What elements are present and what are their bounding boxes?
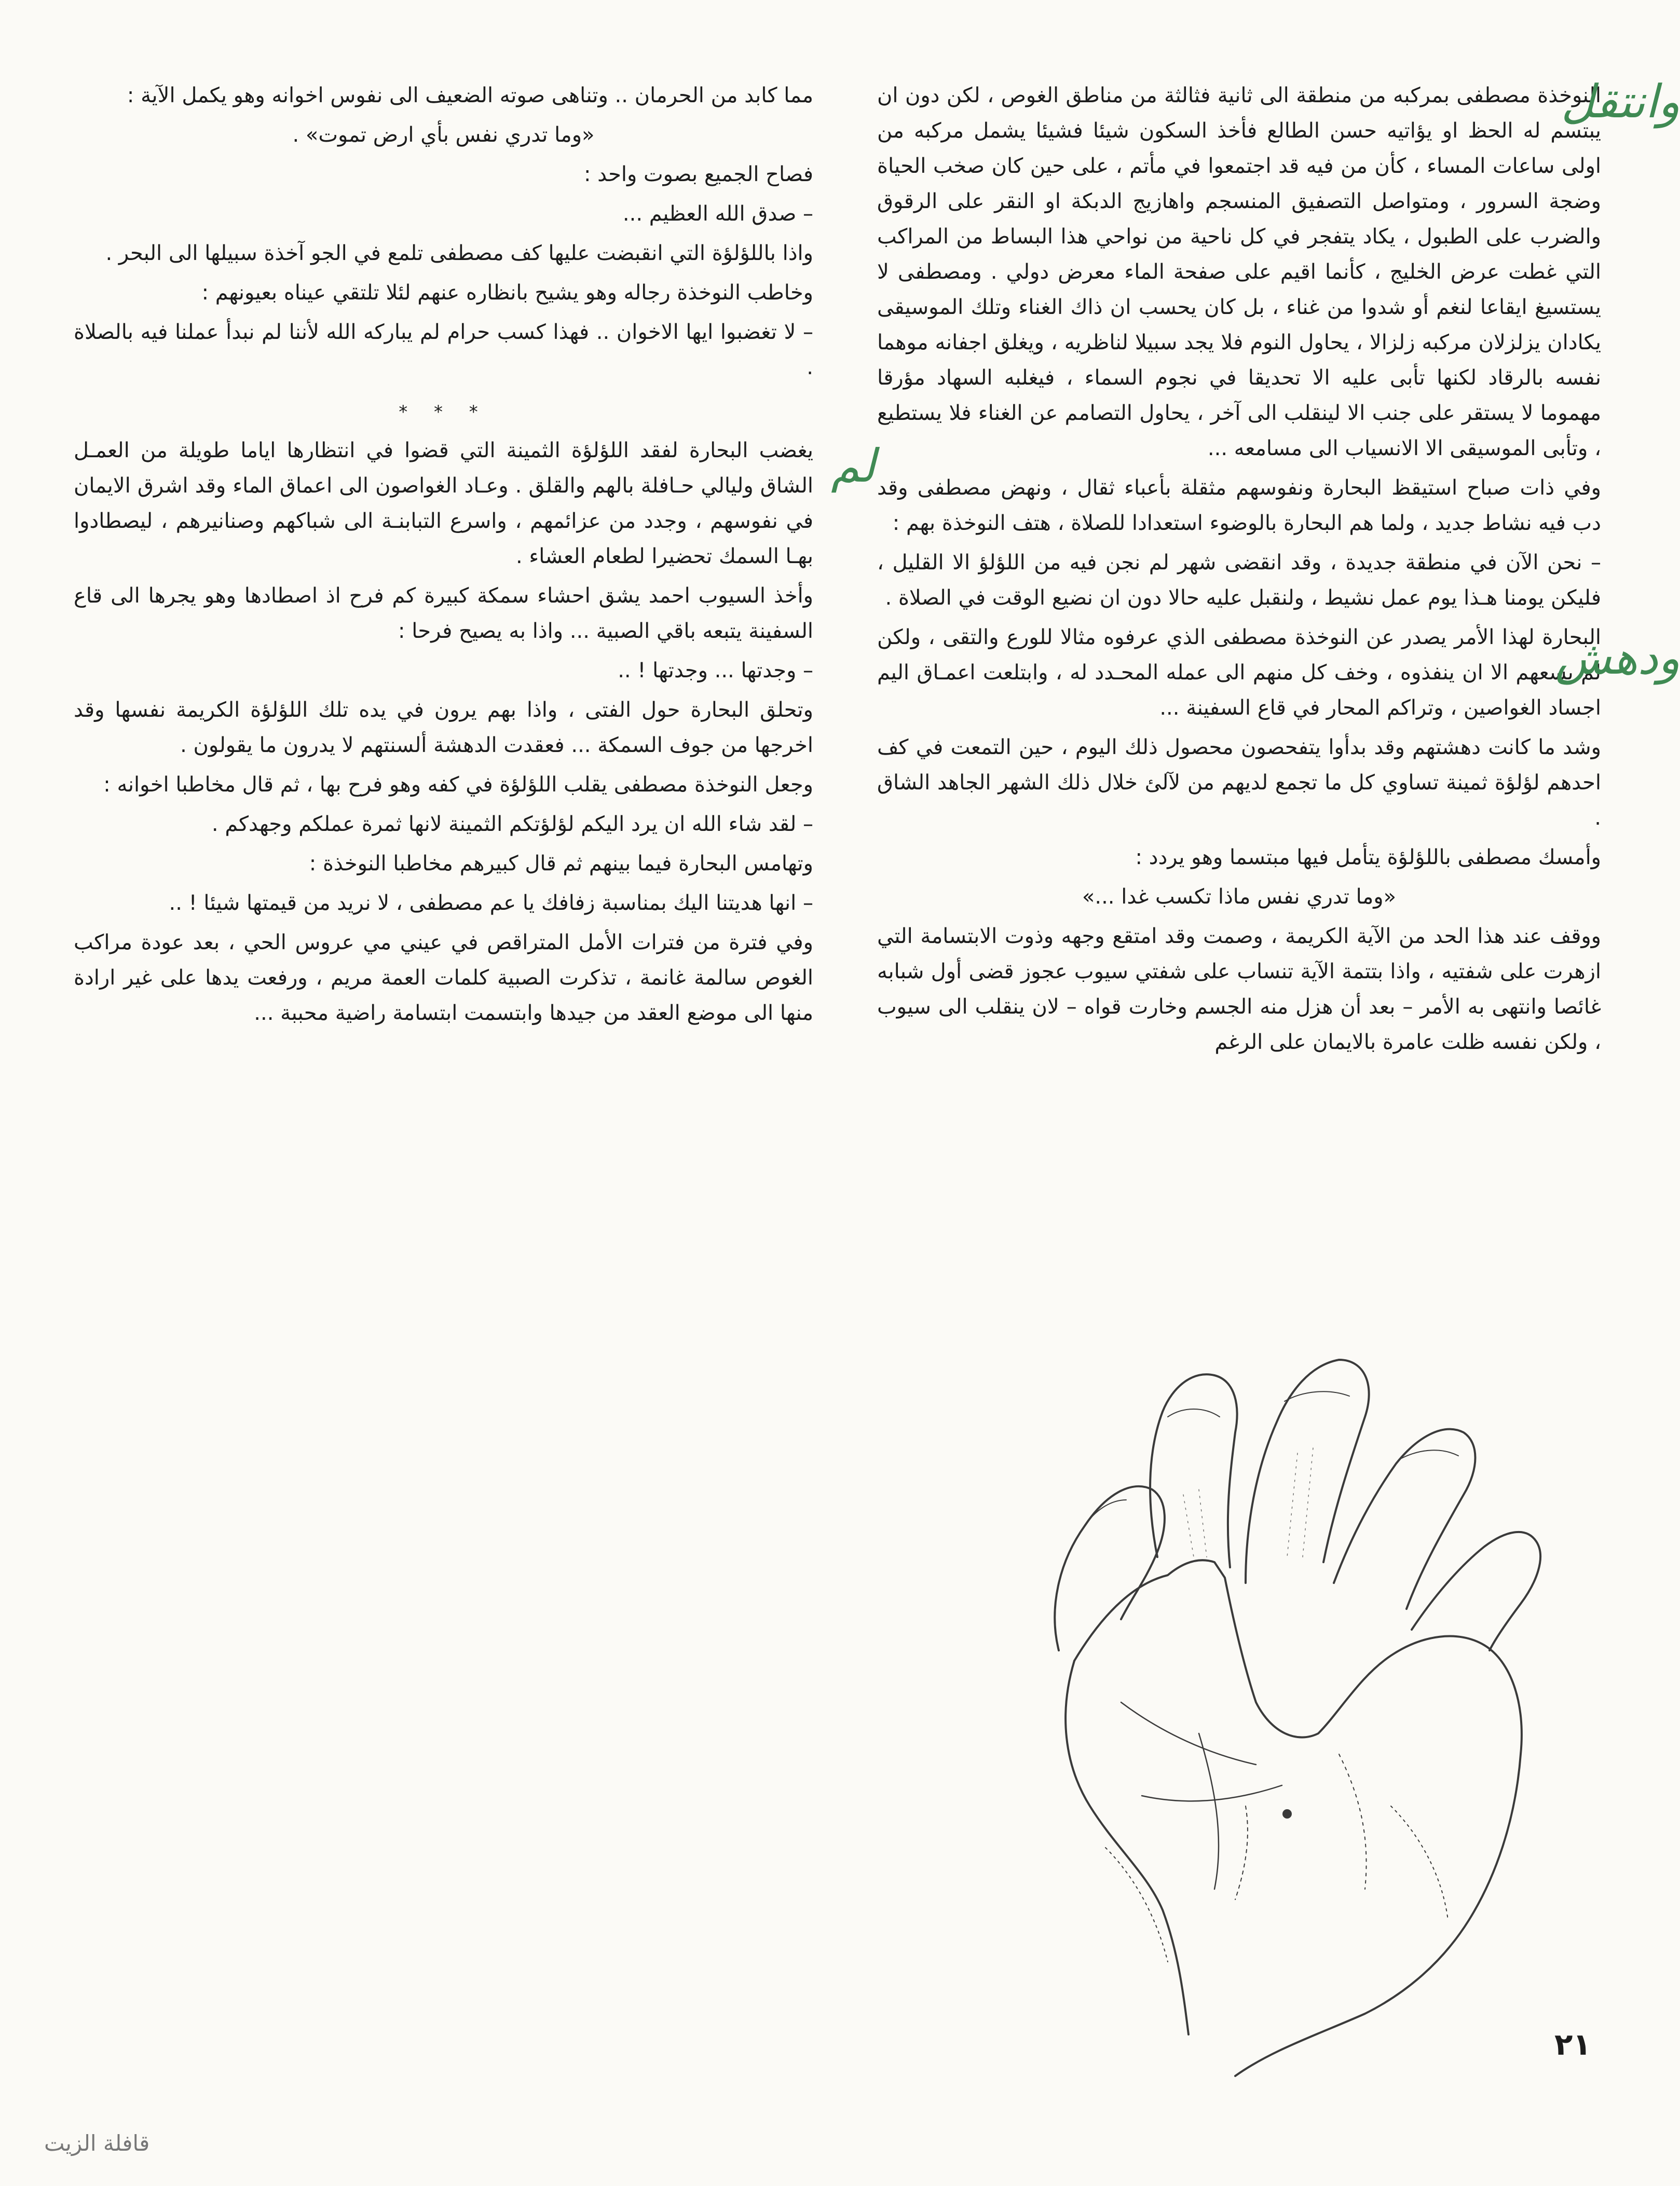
paragraph: ووقف عند هذا الحد من الآية الكريمة ، وصمت وقد امتقع وجهه وذوت الابتسامة التي ازهرت على شفتيه ، واذا بتتمة الآية تنساب على شفتي سيوب عجوز قضى أول شبابه غائصا وانتهى به الأمر – بعد أن هزل منه الجسم وخارت قواه – لان ينقلب الى سيوب ، ولكن نفسه ظلت عامرة بالايمان على الرغم [877, 924, 1601, 1054]
page-number: ٢١ [1554, 2027, 1591, 2062]
paragraph: النوخذة مصطفى بمركبه من منطقة الى ثانية فثالثة من مناطق الغوص ، لكن دون ان يبتسم له الحظ او يؤاتيه حسن الطالع فأخذ السكون شيئا فشيئا يشمل مركبه من اولى ساعات المساء ، كأن من فيه قد اجتمعوا في مأتم ، على حين كان صخب الحياة وضجة السرور ، ومتواصل التصفيق المنسجم واهازيج الدبكة او النقر على الرقوق والضرب على الطبول ، يكاد يتفجر في كل ناحية من نواحي هذا البساط من المراكب التي غطت عرض الخليج ، كأنما اقيم على صفحة الماء معرض دولي . ومصطفى لا يستسيغ ايقاعا لنغم أو شدوا من غناء ، بل كان يحسب ان ذاك الغناء وتلك الموسيقى يكادان يزلزلان مركبه زلزالا ، يحاول النوم فلا يجد سبيلا لناظريه ، ويغلق اجفانه موهما نفسه بالرقاد لكنها تأبى عليه الا تحديقا في نجوم السماء ، فيغلبه السهاد مؤرقا مهموما لا يستقر على جنب الا لينقلب الى آخر ، يحاول التصامم عن الغناء فلا يستطيع ، وتأبى الموسيقى الا الانسياب الى مسامعه ... [877, 84, 1601, 460]
section-separator: * * * [399, 402, 488, 422]
magazine-name-footer: قافلة الزيت [44, 2130, 150, 2156]
right-section-1 [877, 75, 1680, 616]
paragraph: فصاح الجميع بصوت واحد : [583, 162, 813, 186]
paragraph: وأخذ السيوب احمد يشق احشاء سمكة كبيرة كم فرح اذ اصطادها وهو يجرها الى قاع السفينة يتبعه باقي الصبية ... واذا به يصيح فرحا : [74, 584, 813, 643]
paragraph: وجعل النوخذة مصطفى يقلب اللؤلؤة في كفه وهو فرح بها ، ثم قال مخاطبا اخوانه : [103, 773, 813, 797]
paragraph: – لا تغضبوا ايها الاخوان .. فهذا كسب حرام لم يباركه الله لأننا لم نبدأ عملنا فيه بالصلاة . [74, 320, 813, 379]
quote-line: «وما تدري نفس ماذا تكسب غدا ...» [1082, 885, 1397, 909]
right-section-2 [877, 620, 1680, 1060]
paragraph: وفي فترة من فترات الأمل المتراقص في عيني مي عروس الحي ، بعد عودة مراكب الغوص سالمة غانمة ، تذكرت الصبية كلمات العمة مريم ، ورفعت يدها على غير ارادة منها الى موضع العقد من جيدها وابتسمت ابتسامة راضية محببة ... [74, 931, 813, 1025]
paragraph: وتهامس البحارة فيما بينهم ثم قال كبيرهم مخاطبا النوخذة : [309, 852, 813, 876]
paragraph: مما كابد من الحرمان .. وتناهى صوته الضعيف الى نفوس اخوانه وهو يكمل الآية : [127, 84, 813, 107]
right-column [877, 75, 1680, 1064]
quote-line: «وما تدري نفس بأي ارض تموت» . [292, 123, 595, 147]
decorative-initial-word: لم [831, 439, 876, 493]
paragraph: وخاطب النوخذة رجاله وهو يشيح بانظاره عنهم لئلا تلتقي عيناه بعيونهم : [201, 281, 813, 305]
left-section-1 [74, 78, 813, 385]
paragraph: وشد ما كانت دهشتهم وقد بدأوا يتفحصون محصول ذلك اليوم ، حين التمعت في كف احدهم لؤلؤة ثمينة تساوي كل ما تجمع لديهم من لآلئ خلال ذلك الشهر الجاهد الشاق . [877, 735, 1601, 830]
paragraph: وأمسك مصطفى باللؤلؤة يتأمل فيها مبتسما وهو يردد : [1135, 845, 1601, 869]
paragraph: – وجدتها ... وجدتها ! .. [618, 659, 813, 682]
decorative-initial-word: ودهش [1555, 631, 1680, 685]
pearl-dot [1282, 1809, 1292, 1819]
paragraph: وتحلق البحارة حول الفتى ، واذا بهم يرون في يده تلك اللؤلؤة الكريمة نفسها وقد اخرجها من جوف السمكة ... فعقدت الدهشة ألسنتهم لا يدرون ما يقولون . [74, 698, 813, 757]
paragraph: – نحن الآن في منطقة جديدة ، وقد انقضى شهر لم نجن فيه من اللؤلؤ الا القليل ، فليكن يومنا هـذا يوم عمل نشيط ، ولنقبل عليه حالا دون ان نضيع الوقت في الصلاة . [877, 551, 1601, 610]
paragraph: يغضب البحارة لفقد اللؤلؤة الثمينة التي قضوا في انتظارها اياما طويلة من العمـل الشاق وليالي حـافلة بالهم والقلق . وعـاد الغواصون الى اعماق الماء وقد اشرق الايمان في نفوسهم ، وجدد من عزائمهم ، واسرع التبابنـة الى شباكهم وصنانيرهم ، ليصطادوا بهـا السمك تحضيرا لطعام العشاء . [74, 439, 813, 568]
paragraph: البحارة لهذا الأمر يصدر عن النوخذة مصطفى الذي عرفوه مثالا للورع والتقى ، ولكن لم يسعهم الا ان ينفذوه ، وخف كل منهم الى عمله المحـدد له ، وابتلعت اعمـاق اليم اجساد الغواصين ، وتراكم المحار في قاع السفينة ... [877, 625, 1601, 720]
paragraph: واذا باللؤلؤة التي انقبضت عليها كف مصطفى تلمع في الجو آخذة سبيلها الى البحر . [105, 241, 813, 265]
paragraph: – انها هديتنا اليك بمناسبة زفافك يا عم مصطفى ، لا نريد من قيمتها شيئا ! .. [169, 891, 813, 915]
paragraph: – لقد شاء الله ان يرد اليكم لؤلؤتكم الثمينة لانها ثمرة عملكم وجهدكم . [211, 812, 813, 836]
left-section-2 [74, 433, 876, 1031]
paragraph: – صدق الله العظيم ... [622, 202, 813, 226]
hand-sketch-illustration [1028, 1339, 1578, 2092]
left-column [74, 78, 876, 1035]
decorative-initial-word: وانتقل [1561, 75, 1680, 128]
paragraph: وفي ذات صباح استيقظ البحارة ونفوسهم مثقلة بأعباء ثقال ، ونهض مصطفى وقد دب فيه نشاط جديد ، ولما هم البحارة بالوضوء استعدادا للصلاة ، هتف النوخذة بهم : [877, 476, 1601, 535]
